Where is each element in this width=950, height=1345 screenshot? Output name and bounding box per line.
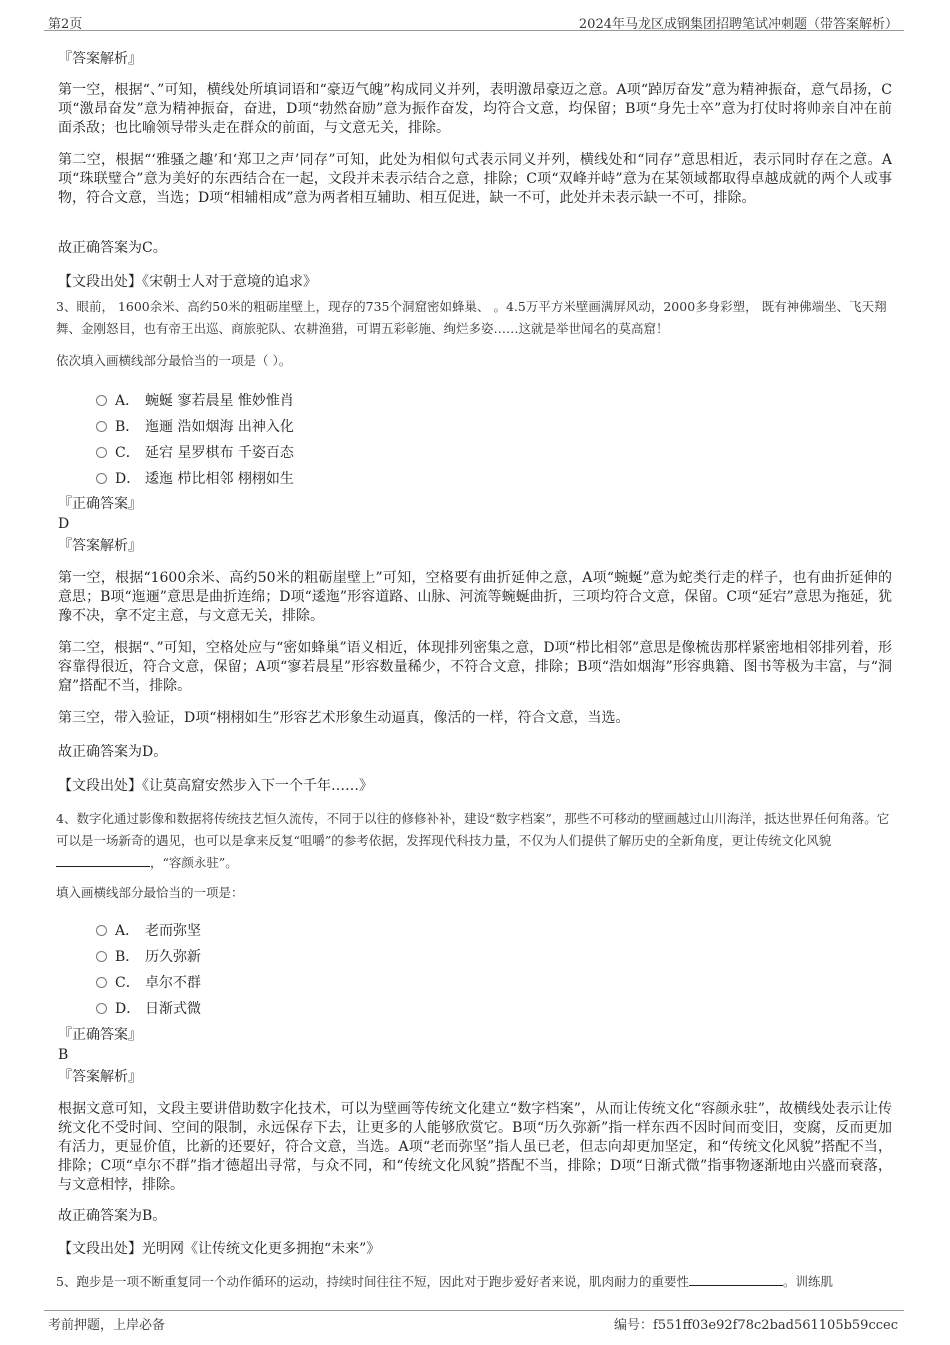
option-d[interactable]: D． 逶迤 栉比相邻 栩栩如生 bbox=[96, 468, 294, 488]
footer-slogan: 考前押题，上岸必备 bbox=[48, 1318, 166, 1333]
conclusion: 故正确答案为C。 bbox=[58, 240, 167, 256]
page-number: 第2页 bbox=[48, 17, 83, 32]
option-b[interactable]: B． 迤逦 浩如烟海 出神入化 bbox=[96, 416, 294, 436]
answer-blank bbox=[689, 1272, 783, 1286]
analysis-paragraph: 第三空，带入验证，D项“栩栩如生”形容艺术形象生动逼真，像活的一样，符合文意，当选。 bbox=[58, 710, 630, 726]
correct-answer-label: 『正确答案』 bbox=[58, 1027, 142, 1043]
question-stem: 5、跑步是一项不断重复同一个动作循环的运动，持续时间往往不短，因此对于跑步爱好者来说，肌肉耐力的重要性 。训练肌 bbox=[56, 1274, 833, 1289]
document-title: 2024年马龙区成钢集团招聘笔试冲刺题（带答案解析） bbox=[578, 17, 898, 32]
option-d[interactable]: D． 日渐式微 bbox=[96, 998, 201, 1018]
analysis-label: 『答案解析』 bbox=[58, 538, 142, 554]
analysis-label: 『答案解析』 bbox=[58, 51, 142, 67]
radio-button[interactable] bbox=[96, 951, 107, 962]
question-prompt: 填入画横线部分最恰当的一项是： bbox=[56, 885, 244, 900]
option-c[interactable]: C． 延宕 星罗棋布 千姿百态 bbox=[96, 442, 294, 462]
option-a[interactable]: A． 蜿蜒 寥若晨星 惟妙惟肖 bbox=[96, 390, 294, 410]
correct-answer: D bbox=[58, 516, 70, 532]
radio-button[interactable] bbox=[96, 395, 107, 406]
document-id: 编号：f551ff03e92f78c2bad561105b59ccec bbox=[614, 1318, 898, 1333]
analysis-paragraph: 第一空，根据“1600余米、高约50米的粗砺崖壁上”可知，空格要有曲折延伸之意，A项“蜿蜒”意为蛇类行走的样子，也有曲折延伸的意思；B项“迤逦”意思是曲折连绵；D项“逶迤”形容道路、山脉、河流等蜿蜒曲折，三项均符合文意，保留。C项“延宕”意思为拖延，犹豫不决，拿不定主意，与文意无关，排除。 bbox=[58, 570, 892, 624]
source-citation: 【文段出处】《宋朝士人对于意境的追求》 bbox=[58, 274, 317, 290]
radio-button[interactable] bbox=[96, 925, 107, 936]
page-footer bbox=[44, 1310, 904, 1333]
question-stem: 3、眼前， 1600余米、高约50米的粗砺崖壁上，现存的735个洞窟密如蜂巢、 。4.5万平方米壁画满屏风动，2000多身彩塑， 既有神佛端坐、飞天翔舞、金刚怒目，也有帝王出巡、商旅驼队、农耕渔猎，可谓五彩彰施、绚烂多姿……这就是举世闻名的莫高窟！ bbox=[56, 299, 887, 336]
analysis-paragraph: 第二空，根据“、”可知，空格处应与“密如蜂巢”语义相近，体现排列密集之意，D项“栉比相邻”意思是像梳齿那样紧密地相邻排列着，形容靠得很近，符合文意，保留；A项“寥若晨星”形容数量稀少，不符合文意，排除；B项“浩如烟海”形容典籍、图书等极为丰富，与“洞窟”搭配不当，排除。 bbox=[58, 640, 892, 694]
conclusion: 故正确答案为D。 bbox=[58, 744, 168, 760]
radio-button[interactable] bbox=[96, 421, 107, 432]
conclusion: 故正确答案为B。 bbox=[58, 1208, 167, 1224]
radio-button[interactable] bbox=[96, 1003, 107, 1014]
analysis-label: 『答案解析』 bbox=[58, 1069, 142, 1085]
analysis-paragraph: 第二空，根据“‘雅骚之趣’和‘郑卫之声’同存”可知，此处为相似句式表示同义并列，横线处和“同存”意思相近，表示同时存在之意。A项“珠联璧合”意为美好的东西结合在一起，文段并未表示结合之意，排除；C项“双峰并峙”意为在某领域都取得卓越成就的两个人或事物，符合文意，当选；D项“相辅相成”意为两者相互辅助、相互促进，缺一不可，此处并未表示缺一不可，排除。 bbox=[58, 152, 892, 206]
question-prompt: 依次填入画横线部分最恰当的一项是（ ）。 bbox=[56, 353, 292, 368]
source-citation: 【文段出处】光明网《让传统文化更多拥抱“未来”》 bbox=[58, 1241, 381, 1257]
option-b[interactable]: B． 历久弥新 bbox=[96, 946, 201, 966]
option-c[interactable]: C． 卓尔不群 bbox=[96, 972, 201, 992]
source-citation: 【文段出处】《让莫高窟安然步入下一个千年……》 bbox=[58, 778, 373, 794]
radio-button[interactable] bbox=[96, 977, 107, 988]
radio-button[interactable] bbox=[96, 447, 107, 458]
radio-button[interactable] bbox=[96, 473, 107, 484]
correct-answer-label: 『正确答案』 bbox=[58, 496, 142, 512]
page-header bbox=[44, 10, 904, 31]
correct-answer: B bbox=[58, 1047, 69, 1063]
analysis-paragraph: 根据文意可知，文段主要讲借助数字化技术，可以为壁画等传统文化建立“数字档案”，从而让传统文化“容颜永驻”，故横线处表示让传统文化不受时间、空间的限制，永远保存下去，让更多的人能够欣赏它。B项“历久弥新”指一样东西不因时间而变旧，变腐，反而更加有活力，更显价值，比新的还要好，符合文意，当选。A项“老而弥坚”指人虽已老，但志向却更加坚定，和“传统文化风貌”搭配不当，排除；C项“卓尔不群”指才德超出寻常，与众不同，和“传统文化风貌”搭配不当，排除；D项“日渐式微”指事物逐渐地由兴盛而衰落，与文意相悖，排除。 bbox=[58, 1101, 892, 1193]
analysis-paragraph: 第一空，根据“、”可知，横线处所填词语和“豪迈气魄”构成同义并列，表明激昂豪迈之意。A项“踔厉奋发”意为精神振奋，意气昂扬，C项“激昂奋发”意为精神振奋，奋进，D项“勃然奋励”意为振作奋发，均符合文意，均保留；B项“身先士卒”意为打仗时将帅亲自冲在前面杀敌；也比喻领导带头走在群众的前面，与文意无关，排除。 bbox=[58, 82, 892, 136]
option-a[interactable]: A． 老而弥坚 bbox=[96, 920, 201, 940]
answer-blank bbox=[56, 853, 150, 867]
question-stem: 4、数字化通过影像和数据将传统技艺恒久流传，不同于以往的修修补补，建设“数字档案”，那些不可移动的壁画越过山川海洋，抵达世界任何角落。它可以是一场新奇的遇见，也可以是拿来反复“咀嚼”的参考依据，发挥现代科技力量，不仅为人们提供了解历史的全新角度，更让传统文化风貌，“容颜永驻”。 bbox=[56, 811, 890, 870]
